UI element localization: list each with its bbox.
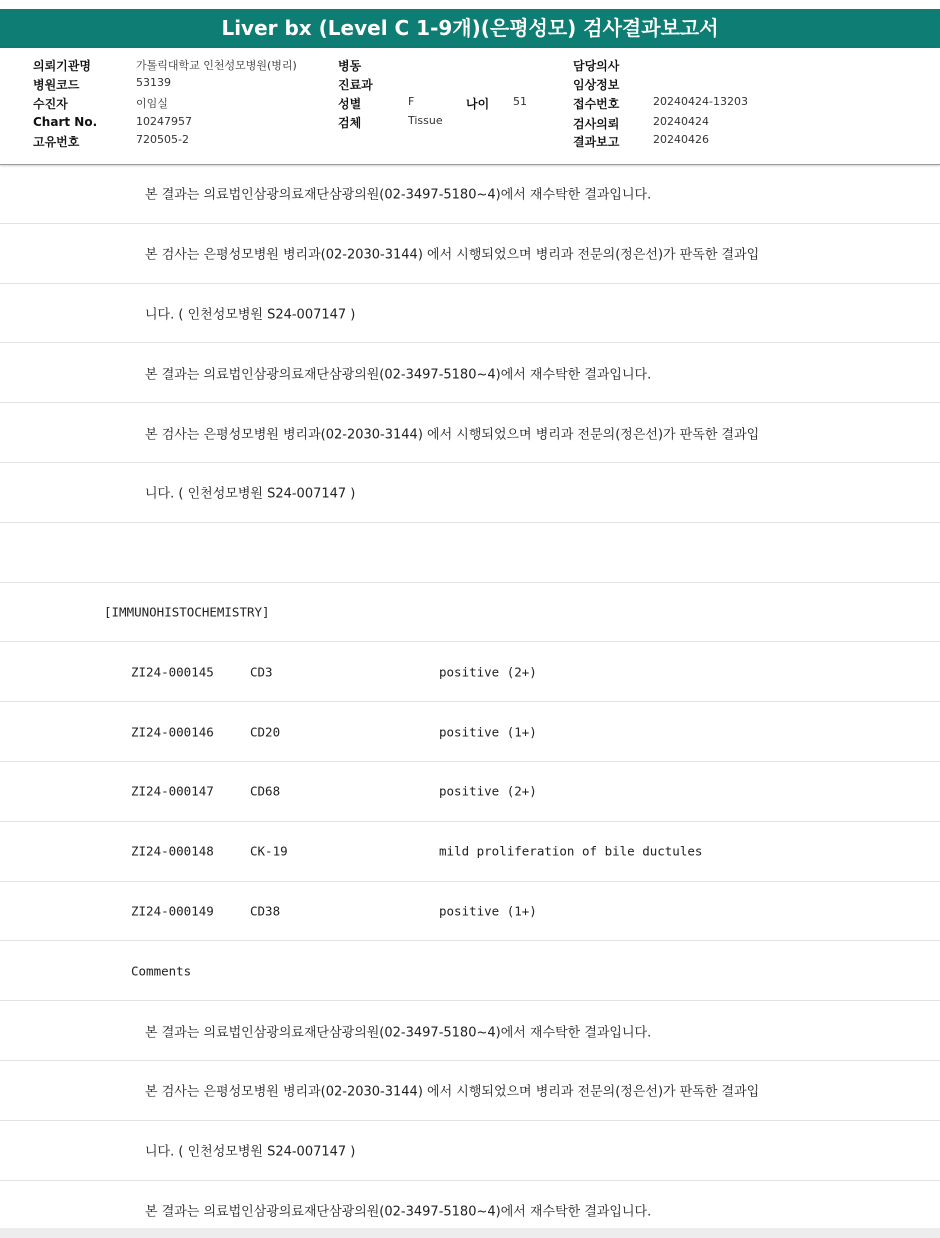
sex-label: 성별 (338, 97, 362, 111)
ihc-result: positive (2+) (439, 783, 537, 799)
report-line (0, 1121, 940, 1181)
report-line (0, 224, 940, 284)
report-line (0, 284, 940, 344)
note-text: 본 검사는 은평성모병원 병리과(02-2030-3144) 에서 시행되었으며 병리과 전문의(정은선)가 판독한 결과입 (145, 427, 760, 443)
report-line (0, 164, 940, 224)
result-date-value: 20240426 (653, 133, 709, 146)
ihc-marker: CD68 (250, 783, 281, 799)
ihc-code: ZI24-000149 (131, 903, 214, 919)
note-text: 본 결과는 의료법인삼광의료재단삼광의원(02-3497-5180~4)에서 재수탁한 결과입니다. (145, 1025, 652, 1041)
ihc-code: ZI24-000147 (131, 783, 214, 799)
examinee-label: 수진자 (33, 97, 68, 111)
unique-no-label: 고유번호 (33, 135, 80, 149)
note-text: 본 결과는 의료법인삼광의료재단삼광의원(02-3497-5180~4)에서 재수탁한 결과입니다. (145, 1204, 652, 1220)
report-line (0, 1001, 940, 1061)
ihc-marker: CK-19 (250, 843, 288, 859)
chart-no-value: 10247957 (136, 115, 192, 128)
ihc-result-row (0, 882, 940, 942)
patient-info-panel (0, 48, 940, 165)
ihc-section-row (0, 583, 940, 643)
report-line (0, 1061, 940, 1121)
ihc-result: positive (1+) (439, 724, 537, 740)
report-line (0, 1181, 940, 1228)
request-date-value: 20240424 (653, 115, 709, 128)
ward-label: 병동 (338, 59, 362, 73)
age-label: 나이 (466, 97, 490, 111)
ihc-code: ZI24-000145 (131, 664, 214, 680)
ihc-code: ZI24-000148 (131, 843, 214, 859)
note-text: 본 결과는 의료법인삼광의료재단삼광의원(02-3497-5180~4)에서 재수탁한 결과입니다. (145, 367, 652, 383)
ihc-result: positive (2+) (439, 664, 537, 680)
note-text: 니다. ( 인천성모병원 S24-007147 ) (145, 307, 356, 323)
ihc-marker: CD38 (250, 903, 281, 919)
note-text: 본 검사는 은평성모병원 병리과(02-2030-3144) 에서 시행되었으며 병리과 전문의(정은선)가 판독한 결과입 (145, 247, 760, 263)
ihc-result-row (0, 822, 940, 882)
ihc-result-row (0, 702, 940, 762)
ihc-marker: CD20 (250, 724, 281, 740)
ihc-section-label: [IMMUNOHISTOCHEMISTRY] (104, 604, 270, 620)
receipt-no-value: 20240424-13203 (653, 95, 748, 108)
comments-row (0, 941, 940, 1001)
institution-label: 의뢰기관명 (33, 59, 91, 73)
note-text: 본 검사는 은평성모병원 병리과(02-2030-3144) 에서 시행되었으며 병리과 전문의(정은선)가 판독한 결과입 (145, 1084, 760, 1100)
ihc-result-row (0, 642, 940, 702)
report-line (0, 403, 940, 463)
result-date-label: 결과보고 (573, 135, 620, 149)
unique-no-value: 720505-2 (136, 133, 189, 146)
comments-label: Comments (131, 963, 192, 979)
ihc-result-row (0, 762, 940, 822)
sex-value: F (408, 95, 415, 108)
ihc-code: ZI24-000146 (131, 724, 214, 740)
note-text: 본 결과는 의료법인삼광의료재단삼광의원(02-3497-5180~4)에서 재수탁한 결과입니다. (145, 187, 652, 203)
receipt-no-label: 접수번호 (573, 97, 620, 111)
specimen-label: 검체 (338, 116, 362, 130)
clinical-info-label: 임상정보 (573, 78, 620, 92)
report-line (0, 463, 940, 523)
ihc-marker: CD3 (250, 664, 273, 680)
age-value: 51 (513, 95, 527, 108)
hospital-code-value: 53139 (136, 76, 171, 89)
note-text: 니다. ( 인천성모병원 S24-007147 ) (145, 486, 356, 502)
department-label: 진료과 (338, 78, 373, 92)
request-date-label: 검사의뢰 (573, 117, 620, 131)
ihc-result: mild proliferation of bile ductules (439, 843, 703, 859)
doctor-label: 담당의사 (573, 59, 620, 73)
specimen-value: Tissue (408, 114, 443, 127)
chart-no-label: Chart No. (33, 115, 98, 129)
institution-value: 가톨릭대학교 인천성모병원(병리) (136, 59, 297, 72)
report-body (0, 164, 940, 1228)
hospital-code-label: 병원코드 (33, 78, 80, 92)
note-text: 니다. ( 인천성모병원 S24-007147 ) (145, 1144, 356, 1160)
report-title: Liver bx (Level C 1-9개)(은평성모) 검사결과보고서 (0, 9, 940, 48)
blank-line (0, 523, 940, 583)
examinee-value: 이임실 (136, 97, 168, 110)
ihc-result: positive (1+) (439, 903, 537, 919)
report-line (0, 343, 940, 403)
bottom-strip (0, 1228, 940, 1238)
